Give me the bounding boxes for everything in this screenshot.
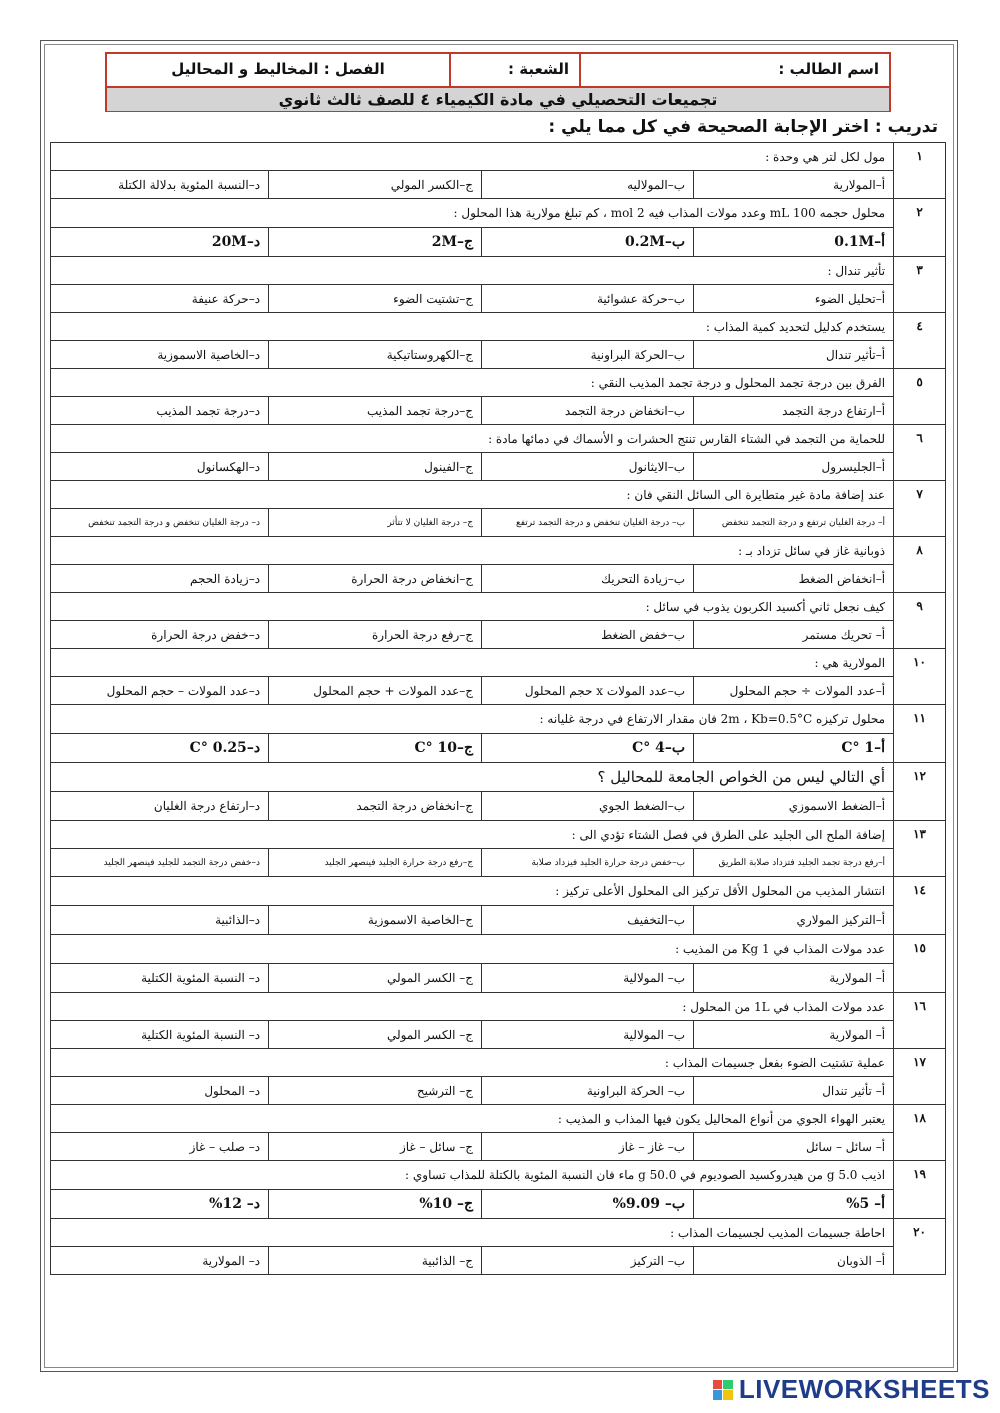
answer-option-b[interactable]: ب– درجة الغليان تنخفض و درجة التجمد ترتفع (482, 509, 694, 537)
question-options-row (51, 1021, 946, 1049)
question-options-row (51, 171, 946, 199)
answer-option-a[interactable]: أ– المولارية (694, 964, 894, 993)
answer-option-a[interactable]: أ– تحريك مستمر (694, 621, 894, 649)
question-stem-row (51, 877, 946, 906)
answer-option-d[interactable]: د–الهكسانول (51, 453, 269, 481)
answer-option-b[interactable]: ب–الضغط الجوي (482, 792, 694, 821)
question-options-row (51, 397, 946, 425)
logo-icon (713, 1380, 733, 1400)
question-number: ١٩ (894, 1161, 946, 1219)
question-number: ١١ (894, 705, 946, 763)
answer-option-c[interactable]: ج– الكسر المولي (269, 964, 482, 993)
question-options-row (51, 849, 946, 877)
answer-option-d[interactable]: د– المحلول (51, 1077, 269, 1105)
question-text: عدد مولات المذاب في 1L من المحلول : (51, 993, 894, 1021)
liveworksheets-logo (713, 1374, 990, 1405)
answer-option-d[interactable]: د–خفض درجة الحرارة (51, 621, 269, 649)
question-number: ٦ (894, 425, 946, 481)
answer-option-c[interactable]: ج–10 °C (269, 734, 482, 763)
answer-option-d[interactable]: د– المولارية (51, 1247, 269, 1275)
answer-option-c[interactable]: ج– الكسر المولي (269, 1021, 482, 1049)
answer-option-a[interactable]: أ– درجة الغليان ترتفع و درجة التجمد تنخفض (694, 509, 894, 537)
question-number: ٢٠ (894, 1219, 946, 1275)
question-options-row (51, 734, 946, 763)
brand-name: LIVEWORKSHEETS (738, 1374, 990, 1404)
answer-option-c[interactable]: ج–رفع درجة حرارة الجليد فينصهر الجليد (269, 849, 482, 877)
answer-option-d[interactable]: د– النسبة المئوية الكتلية (51, 1021, 269, 1049)
question-number: ١٢ (894, 763, 946, 821)
question-options-row (51, 1190, 946, 1219)
answer-option-c[interactable]: ج– الترشيح (269, 1077, 482, 1105)
question-number: ٣ (894, 257, 946, 313)
answer-option-a[interactable]: أ–رفع درجة تجمد الجليد فتزداد صلابة الطريق (694, 849, 894, 877)
answer-option-b[interactable]: ب– غاز – غاز (482, 1133, 694, 1161)
worksheet-title: تجميعات التحصيلي في مادة الكيمياء ٤ للصف ثالث ثانوي (107, 88, 889, 111)
answer-option-b[interactable]: ب–حركة عشوائية (482, 285, 694, 313)
question-number: ٤ (894, 313, 946, 369)
answer-option-c[interactable]: ج–انخفاض درجة التجمد (269, 792, 482, 821)
question-number: ١٠ (894, 649, 946, 705)
answer-option-b[interactable]: ب–4 °C (482, 734, 694, 763)
question-options-row (51, 792, 946, 821)
question-text: انتشار المذيب من المحلول الأقل تركيز الى المحلول الأعلى تركيز : (51, 877, 894, 906)
question-stem-row (51, 199, 946, 228)
answer-option-b[interactable]: ب– 9.09% (482, 1190, 694, 1219)
answer-option-c[interactable]: ج– الذائبية (269, 1247, 482, 1275)
question-stem-row (51, 313, 946, 341)
answer-option-d[interactable]: د–درجة تجمد المذيب (51, 397, 269, 425)
questions-table (50, 142, 946, 1275)
answer-option-d[interactable]: د–حركة عنيفة (51, 285, 269, 313)
answer-option-c[interactable]: ج–تشتيت الضوء (269, 285, 482, 313)
answer-option-c[interactable]: ج–الخاصية الاسموزية (269, 906, 482, 935)
unit-label: الفصل : المخاليط و المحاليل (171, 60, 385, 78)
answer-option-c[interactable]: ج–الكهروستاتيكية (269, 341, 482, 369)
answer-option-b[interactable]: ب–خفض الضغط (482, 621, 694, 649)
question-number: ١٨ (894, 1105, 946, 1161)
answer-option-d[interactable]: د–زيادة الحجم (51, 565, 269, 593)
question-stem-row (51, 481, 946, 509)
question-text: مول لكل لتر هي وحدة : (51, 143, 894, 171)
answer-option-a[interactable]: أ–1 °C (694, 734, 894, 763)
answer-option-d[interactable]: د–خفض درجة التجمد للجليد فينصهر الجليد (51, 849, 269, 877)
question-number: ٥ (894, 369, 946, 425)
question-stem-row (51, 821, 946, 849)
answer-option-d[interactable]: د– النسبة المئوية الكتلية (51, 964, 269, 993)
question-stem-row (51, 1049, 946, 1077)
question-number: ١٦ (894, 993, 946, 1049)
question-options-row (51, 906, 946, 935)
question-number: ٢ (894, 199, 946, 257)
question-number: ١ (894, 143, 946, 199)
answer-option-c[interactable]: ج–درجة تجمد المذيب (269, 397, 482, 425)
question-options-row (51, 1133, 946, 1161)
answer-option-a[interactable]: أ–عدد المولات ÷ حجم المحلول (694, 677, 894, 705)
question-text: عدد مولات المذاب في 1 Kg من المذيب : (51, 935, 894, 964)
answer-option-a[interactable]: أ–الضغط الاسموزي (694, 792, 894, 821)
answer-option-d[interactable]: د–0.25 °C (51, 734, 269, 763)
question-options-row (51, 341, 946, 369)
question-stem-row (51, 257, 946, 285)
question-stem-row (51, 935, 946, 964)
answer-option-b[interactable]: ب–انخفاض درجة التجمد (482, 397, 694, 425)
answer-option-a[interactable]: أ– المولارية (694, 1021, 894, 1049)
question-stem-row (51, 593, 946, 621)
question-text: إضافة الملح الى الجليد على الطرق في فصل الشتاء تؤدي الى : (51, 821, 894, 849)
answer-option-b[interactable]: ب– المولالية (482, 964, 694, 993)
answer-option-a[interactable]: أ–0.1M (694, 228, 894, 257)
answer-option-b[interactable]: ب–التخفيف (482, 906, 694, 935)
answer-option-b[interactable]: ب–عدد المولات x حجم المحلول (482, 677, 694, 705)
answer-option-c[interactable]: ج–رفع درجة الحرارة (269, 621, 482, 649)
answer-option-b[interactable]: ب– التركيز (482, 1247, 694, 1275)
answer-option-c[interactable]: ج–عدد المولات + حجم المحلول (269, 677, 482, 705)
answer-option-b[interactable]: ب–0.2M (482, 228, 694, 257)
answer-option-d[interactable]: د– درجة الغليان تنخفض و درجة التجمد تنخفض (51, 509, 269, 537)
answer-option-d[interactable]: د–الذائبية (51, 906, 269, 935)
answer-option-c[interactable]: ج– 10% (269, 1190, 482, 1219)
answer-option-c[interactable]: ج–الفينول (269, 453, 482, 481)
answer-option-a[interactable]: أ–الجليسرول (694, 453, 894, 481)
question-text: احاطة جسيمات المذيب لجسيمات المذاب : (51, 1219, 894, 1247)
section-field[interactable]: الشعبة : (449, 54, 579, 86)
question-text: كيف نجعل ثاني أكسيد الكربون يذوب في سائل : (51, 593, 894, 621)
answer-option-a[interactable]: أ–التركيز المولاري (694, 906, 894, 935)
answer-option-b[interactable]: ب– الحركة البراونية (482, 1077, 694, 1105)
answer-option-b[interactable]: ب–المولاليه (482, 171, 694, 199)
question-options-row (51, 1247, 946, 1275)
question-options-row (51, 964, 946, 993)
answer-option-b[interactable]: ب–الايثانول (482, 453, 694, 481)
answer-option-c[interactable]: ج–الكسر المولي (269, 171, 482, 199)
question-number: ١٤ (894, 877, 946, 935)
question-text: تأثير تندال : (51, 257, 894, 285)
question-number: ٨ (894, 537, 946, 593)
question-text: محلول تركيزه 2m ، Kb=0.5°C فان مقدار الارتفاع في درجة غليانه : (51, 705, 894, 734)
question-stem-row (51, 369, 946, 397)
answer-option-c[interactable]: ج–2M (269, 228, 482, 257)
question-text: أي التالي ليس من الخواص الجامعة للمحاليل ؟ (51, 763, 894, 792)
answer-option-d[interactable]: د–النسبة المئوية بدلالة الكتلة (51, 171, 269, 199)
answer-option-b[interactable]: ب– المولالية (482, 1021, 694, 1049)
question-text: الفرق بين درجة تجمد المحلول و درجة تجمد المذيب النقي : (51, 369, 894, 397)
answer-option-a[interactable]: أ– سائل – سائل (694, 1133, 894, 1161)
answer-option-a[interactable]: أ–المولارية (694, 171, 894, 199)
question-number: ١٧ (894, 1049, 946, 1105)
question-text: للحماية من التجمد في الشتاء القارس تنتج الحشرات و الأسماك في دمائها مادة : (51, 425, 894, 453)
question-stem-row (51, 993, 946, 1021)
question-options-row (51, 677, 946, 705)
question-text: المولارية هي : (51, 649, 894, 677)
question-stem-row (51, 425, 946, 453)
question-text: عملية تشتيت الضوء بفعل جسيمات المذاب : (51, 1049, 894, 1077)
answer-option-d[interactable]: د–ارتفاع درجة الغليان (51, 792, 269, 821)
instruction-text: تدريب : اختر الإجابة الصحيحة في كل مما يلي : (548, 117, 938, 137)
question-text: محلول حجمه 100 mL وعدد مولات المذاب فيه 2 mol ، كم تبلغ مولارية هذا المحلول : (51, 199, 894, 228)
question-text: يعتبر الهواء الجوي من أنواع المحاليل يكون فيها المذاب و المذيب : (51, 1105, 894, 1133)
answer-option-b[interactable]: ب–زيادة التحريك (482, 565, 694, 593)
question-stem-row (51, 1161, 946, 1190)
answer-option-d[interactable]: د–الخاصية الاسموزية (51, 341, 269, 369)
question-text: اذيب 5.0 g من هيدروكسيد الصوديوم في 50.0 g ماء فان النسبة المئوية بالكتلة للمذاب تساوي : (51, 1161, 894, 1190)
question-text: يستخدم كدليل لتحديد كمية المذاب : (51, 313, 894, 341)
answer-option-b[interactable]: ب–خفض درجة حرارة الجليد فيزداد صلابة (482, 849, 694, 877)
question-options-row (51, 565, 946, 593)
answer-option-c[interactable]: ج–انخفاض درجة الحرارة (269, 565, 482, 593)
question-stem-row (51, 537, 946, 565)
question-options-row (51, 621, 946, 649)
answer-option-d[interactable]: د–عدد المولات – حجم المحلول (51, 677, 269, 705)
question-options-row (51, 453, 946, 481)
question-number: ١٣ (894, 821, 946, 877)
worksheet-header (105, 52, 891, 112)
answer-option-d[interactable]: د– صلب – غاز (51, 1133, 269, 1161)
answer-option-a[interactable]: أ–تأثير تندال (694, 341, 894, 369)
student-name-field[interactable]: اسم الطالب : (579, 54, 889, 86)
question-stem-row (51, 1105, 946, 1133)
question-options-row (51, 228, 946, 257)
answer-option-d[interactable]: د– 12% (51, 1190, 269, 1219)
question-options-row (51, 285, 946, 313)
answer-option-b[interactable]: ب–الحركة البراونية (482, 341, 694, 369)
header-info-row (107, 54, 889, 88)
answer-option-a[interactable]: أ–انخفاض الضغط (694, 565, 894, 593)
answer-option-a[interactable]: أ–تحليل الضوء (694, 285, 894, 313)
question-stem-row (51, 649, 946, 677)
answer-option-c[interactable]: ج– درجة الغليان لا تتأثر (269, 509, 482, 537)
answer-option-a[interactable]: أ– تأثير تندال (694, 1077, 894, 1105)
question-number: ٩ (894, 593, 946, 649)
question-stem-row (51, 1219, 946, 1247)
answer-option-c[interactable]: ج– سائل – غاز (269, 1133, 482, 1161)
question-options-row (51, 1077, 946, 1105)
answer-option-a[interactable]: أ– 5% (694, 1190, 894, 1219)
question-stem-row (51, 705, 946, 734)
question-options-row (51, 509, 946, 537)
answer-option-a[interactable]: أ– الذوبان (694, 1247, 894, 1275)
question-text: ذوبانية غاز في سائل تزداد بـ : (51, 537, 894, 565)
question-number: ٧ (894, 481, 946, 537)
question-stem-row (51, 143, 946, 171)
answer-option-d[interactable]: د–20M (51, 228, 269, 257)
question-text: عند إضافة مادة غير متطايرة الى السائل النقي فان : (51, 481, 894, 509)
question-number: ١٥ (894, 935, 946, 993)
answer-option-a[interactable]: أ–ارتفاع درجة التجمد (694, 397, 894, 425)
question-stem-row (51, 763, 946, 792)
